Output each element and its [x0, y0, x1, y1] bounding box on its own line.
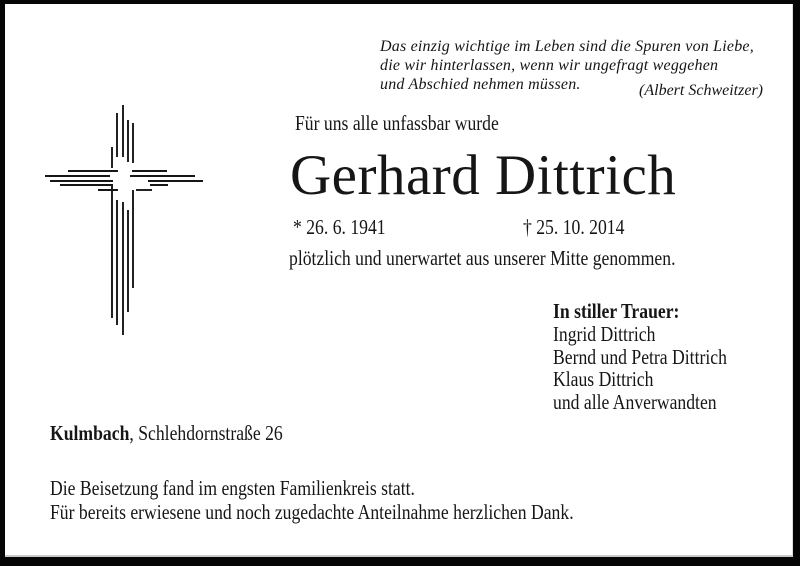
closing-block [50, 476, 574, 525]
announcement-subline: plötzlich und unerwartet aus unserer Mitte genommen. [289, 246, 676, 270]
mourner-name: und alle Anverwandten [553, 389, 717, 414]
address-line [50, 421, 283, 446]
mourner-name: Ingrid Dittrich [553, 322, 656, 346]
birth-date: * 26. 6. 1941 [293, 215, 386, 239]
closing-line: Für bereits erwiesene und noch zugedachte Anteilnahme herzlichen Dank. [50, 500, 574, 525]
quote-line: die wir hinterlassen, wenn wir ungefragt weggehen [380, 57, 719, 74]
mourners-heading: In stiller Trauer: [553, 299, 680, 323]
closing-line: Die Beisetzung fand im engsten Familienkreis statt. [50, 476, 415, 500]
deceased-name: Gerhard Dittrich [290, 144, 677, 207]
address-street: , Schlehdornstraße 26 [129, 421, 283, 445]
obituary-notice [5, 4, 793, 557]
quote-attribution: (Albert Schweitzer) [639, 82, 763, 99]
quote-line: Das einzig wichtige im Leben sind die Spuren von Liebe, [380, 38, 754, 55]
address-city: Kulmbach [50, 421, 130, 445]
mourner-name: Bernd und Petra Dittrich [553, 344, 727, 369]
quote-line: und Abschied nehmen müssen. [380, 76, 581, 93]
mourner-name: Klaus Dittrich [553, 367, 654, 391]
mourners-block [553, 300, 727, 413]
announcement-intro: Für uns alle unfassbar wurde [295, 111, 499, 135]
memorial-cross-icon [40, 100, 210, 345]
death-date: † 25. 10. 2014 [523, 215, 625, 239]
